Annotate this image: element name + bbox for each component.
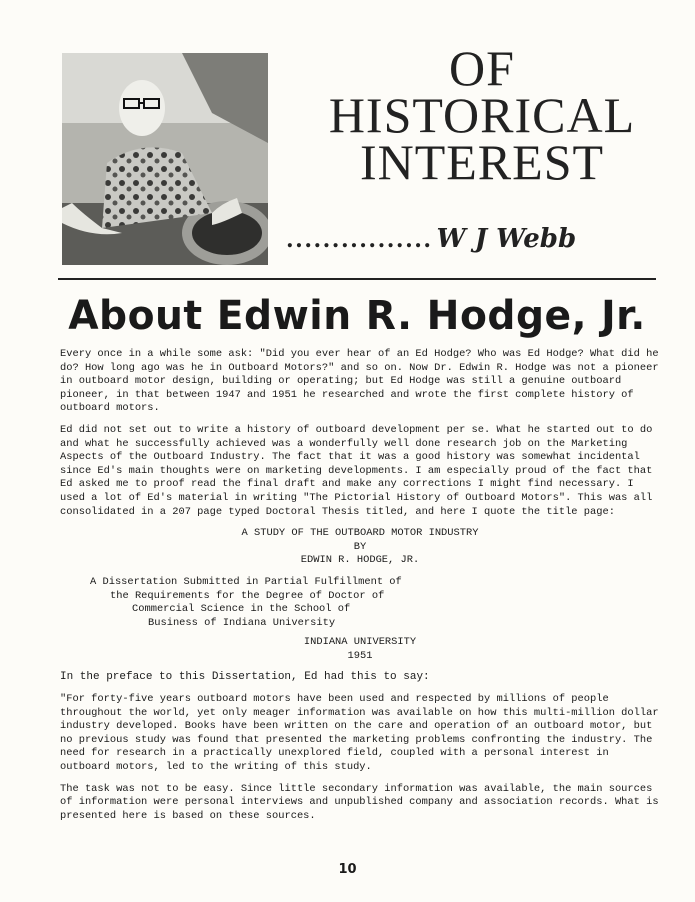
thesis-dissertation-line-2: the Requirements for the Degree of Doctor of <box>110 589 385 602</box>
article-body <box>60 348 660 831</box>
thesis-dissertation-line-3: Commercial Science in the School of <box>132 603 351 616</box>
paragraph-3: In the preface to this Dissertation, Ed had this to say: <box>60 671 430 684</box>
thesis-dissertation-line-4: Business of Indiana University <box>148 616 336 629</box>
header-rule <box>58 278 656 280</box>
paragraph-1: Every once in a while some ask: "Did you ever hear of an Ed Hodge? Who was Ed Hodge? What did he do? How long ago was he in Outboard Motors?" and so on. Now Dr. Edwin R. Hodge was not a pioneer in outboard motor design, building or operating; but Ed Hodge was still a genuine outboard pioneer, in that between 1947 and 1951 he researched and wrote the first complete history of outboard motors. <box>60 348 659 415</box>
preface-quote-1: "For forty-five years outboard motors have been used and respected by millions of people throughout the world, yet only meager information was available on how this multi-million dollar industry developed. Books have been written on the care and operation of an outboard motor, but no previous study was found that presented the marketing problems confronting the industry. The need for research in a practically unexplored field, coupled with a personal interest in outboard motors, led to the writing of this study. <box>60 693 659 774</box>
portrait-photo-icon <box>62 53 268 265</box>
thesis-dissertation-line-1: A Dissertation Submitted in Partial Fulfillment of <box>90 575 402 588</box>
article-headline: About Edwin R. Hodge, Jr. <box>68 293 646 339</box>
thesis-by: BY <box>353 540 367 553</box>
paragraph-2: Ed did not set out to write a history of outboard development per se. What he started out to do and what he successfully achieved was a wonderfully well done research job on the Marketing Aspects of the Outboard Industry. The fact that it was a good history was somewhat incidental since Ed's main thoughts were on marketing developments. I am especially proud of the fact that Ed asked me to proof read the final draft and make any corrections I might find necessary. I used a lot of Ed's material in writing "The Pictorial History of Outboard Motors". This was all consolidated in a 207 page typed Doctoral Thesis titled, and here I quote the title page: <box>60 423 653 518</box>
thesis-author: EDWIN R. HODGE, JR. <box>300 554 420 567</box>
page-number: 10 <box>338 862 357 877</box>
column-title <box>282 40 682 190</box>
column-title-line-1: OF <box>449 40 515 96</box>
preface-quote-2: The task was not to be easy. Since little secondary information was available, the main sources of information were personal interviews and unpublished company and association records. What is presented here is based on these sources. <box>60 782 659 822</box>
byline <box>286 224 646 264</box>
thesis-title-page <box>60 527 660 663</box>
portrait-photo <box>62 53 268 265</box>
byline-author: W J Webb <box>436 224 577 254</box>
column-title-line-2: HISTORICAL <box>328 87 636 143</box>
thesis-year: 1951 <box>347 649 373 662</box>
thesis-study-title: A STUDY OF THE OUTBOARD MOTOR INDUSTRY <box>241 527 479 540</box>
column-title-line-3: INTEREST <box>359 134 605 190</box>
thesis-university: INDIANA UNIVERSITY <box>303 636 417 649</box>
byline-dots: ................ <box>286 227 433 253</box>
